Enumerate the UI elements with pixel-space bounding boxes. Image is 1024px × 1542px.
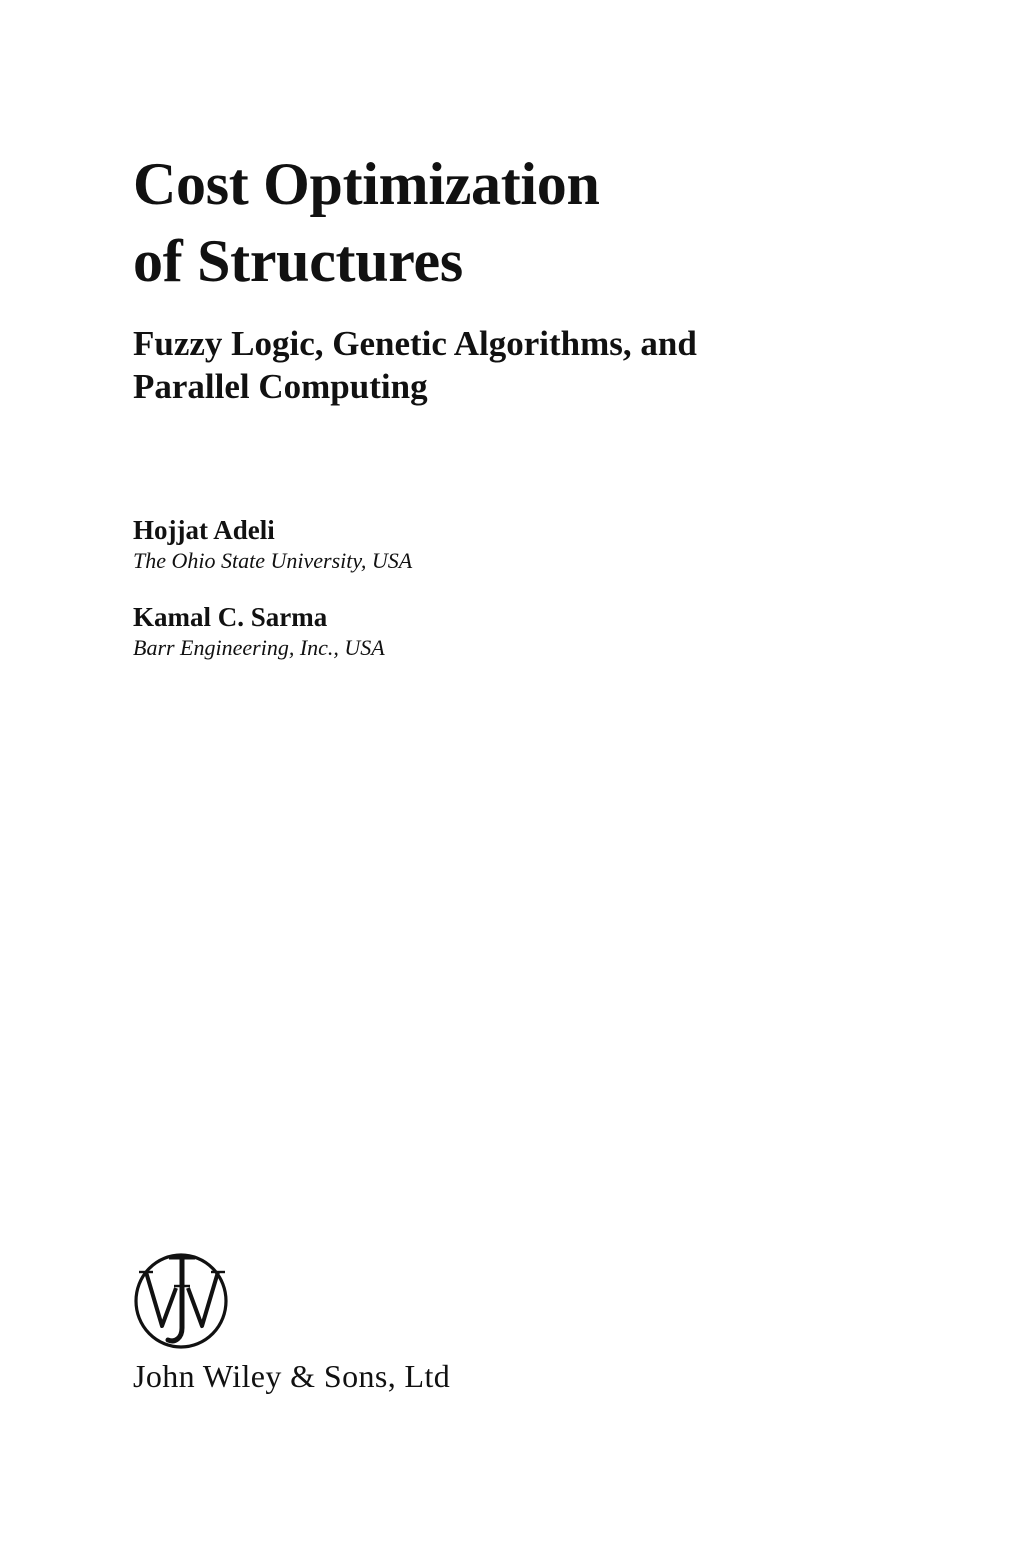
book-title bbox=[133, 146, 953, 300]
author-block bbox=[133, 600, 833, 661]
author-name: Kamal C. Sarma bbox=[133, 602, 328, 632]
book-title-line-1: Cost Optimization bbox=[133, 151, 600, 217]
publisher-name: John Wiley & Sons, Ltd bbox=[133, 1358, 451, 1394]
author-affiliation: Barr Engineering, Inc., USA bbox=[133, 635, 385, 660]
author-affiliation: The Ohio State University, USA bbox=[133, 548, 413, 573]
book-title-line-2: of Structures bbox=[133, 228, 463, 294]
author-block bbox=[133, 513, 833, 574]
wiley-logo-icon bbox=[131, 1248, 231, 1352]
author-name: Hojjat Adeli bbox=[133, 515, 275, 545]
book-subtitle-line-1: Fuzzy Logic, Genetic Algorithms, and bbox=[133, 324, 697, 363]
book-subtitle bbox=[133, 322, 953, 408]
book-subtitle-line-2: Parallel Computing bbox=[133, 367, 428, 406]
